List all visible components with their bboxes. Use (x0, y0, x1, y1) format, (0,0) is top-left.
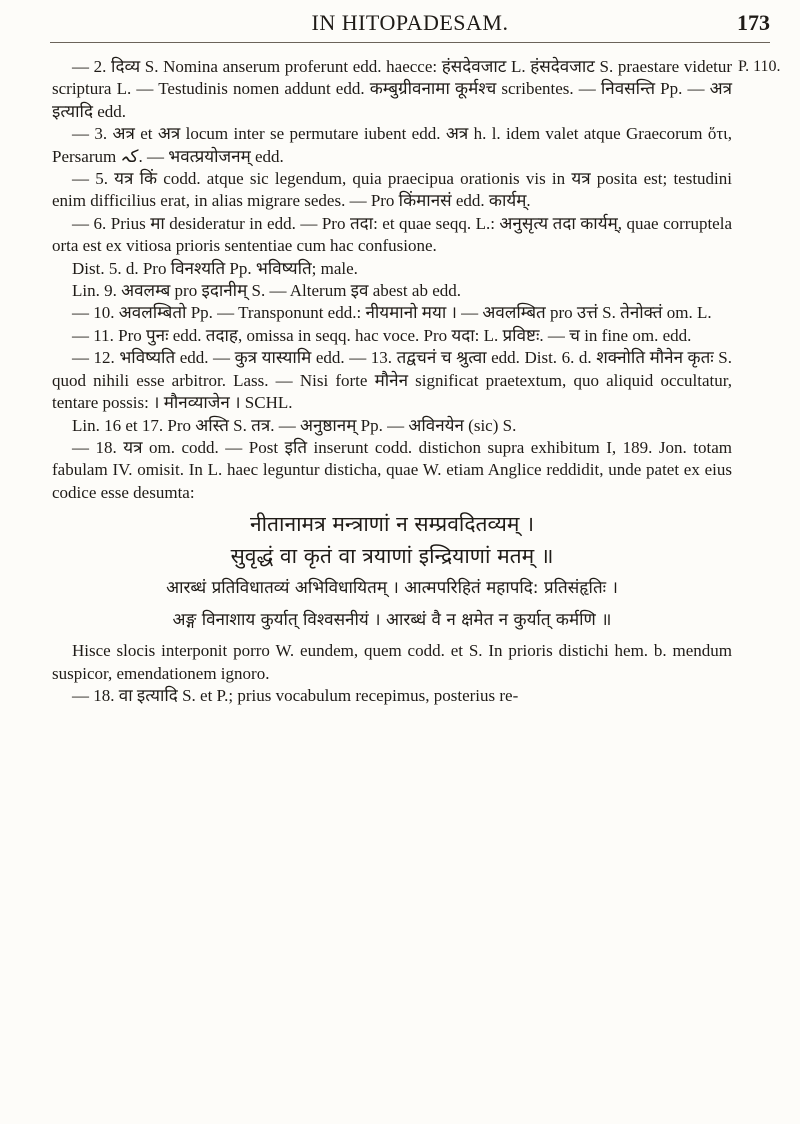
note-paragraph: — 11. Pro पुनः edd. तदाह, omissa in seqq. hac voce. Pro यदा: L. प्रविष्टः. — च in fine om. edd. (72, 325, 692, 345)
running-title: IN HITOPADESAM. (311, 10, 509, 35)
note-paragraph: Lin. 9. अवलम्ब pro इदानीम् S. — Alterum इव abest ab edd. (72, 281, 461, 301)
note-paragraph: — 18. यत्र om. codd. — Post इति inserunt codd. distichon supra exhibitum I, 189. Jon. totam fabulam IV. omisit. In L. haec leguntur disticha, quae W. etiam Anglice reddidit, unde patet ex eius codice esse desumta: (52, 437, 732, 502)
commentary-text (52, 56, 732, 707)
note-paragraph: — 2. दिव्य S. Nomina anserum proferunt edd. haecce: हंसदेवजाट L. हंसदेवजाट S. praestare videtur scriptura L. — Testudinis nomen addunt edd. कम्बुग्रीवनामा कूर्मश्च scribentes. — निवसन्ति Pp. — अत्र इत्यादि edd. (52, 57, 732, 121)
page-number: 173 (737, 10, 770, 35)
verse-line: अङ्ग विनाशाय कुर्यात् विश्वसनीयं । आरब्धं वै न क्षमेत न कुर्यात् कर्मणि ॥ (172, 610, 612, 631)
verse-line: नीतानामत्र मन्त्राणां न सम्प्रवदितव्यम् । (249, 512, 535, 537)
verse-line: आरब्धं प्रतिविधातव्यं अभिविधायितम् । आत्मपरिहितं महापदि: प्रतिसंहृतिः । (166, 578, 618, 599)
note-paragraph: Hisce slocis interponit porro W. eundem, quem codd. et S. In prioris distichi hem. b. mendum suspicor, emendationem ignoro. (52, 641, 732, 683)
note-paragraph: — 3. अत्र et अत्र locum inter se permutare iubent edd. अत्र h. l. idem valet atque Graecorum ὅτι, Persarum کہ. — भवत्प्रयोजनम् edd. (52, 124, 732, 166)
verse-line: सुवृद्धं वा कृतं वा त्रयाणां इन्द्रियाणां मतम् ॥ (230, 544, 554, 569)
note-paragraph: Dist. 5. d. Pro विनश्यति Pp. भविष्यति; male. (72, 258, 358, 278)
note-paragraph: — 10. अवलम्बितो Pp. — Transponunt edd.: नीयमानो मया । — अवलम्बित pro उत्तं S. तेनोक्तं om. L. (72, 303, 712, 323)
margin-reference: P. 110. (738, 58, 781, 75)
note-paragraph: — 6. Prius मा desideratur in edd. — Pro तदा: et quae seqq. L.: अनुसृत्य तदा कार्यम्, quae corruptela orta est ex vitiosa prioris sententiae cum hac confusione. (52, 213, 732, 256)
note-paragraph: — 5. यत्र किं codd. atque sic legendum, quia praecipua orationis vis in यत्र posita est; testudini enim difficilius erat, in alias migrare sedes. — Pro किंमानसं edd. कार्यम्. (52, 169, 732, 211)
note-paragraph: — 18. वा इत्यादि S. et P.; prius vocabulum recepimus, posterius re- (72, 685, 519, 705)
running-head (50, 8, 770, 38)
note-paragraph: — 12. भविष्यति edd. — कुत्र यास्यामि edd. — 13. तद्वचनं च श्रुत्वा edd. Dist. 6. d. शक्नोति मौनेन कृतः S. quod nihili esse arbitror. Lass. — Nisi forte मौनेन significat praetextum, quo aliquid occultatur, tentare possis: । मौनव्याजेन । SCHL. (52, 348, 732, 413)
header-rule (50, 42, 770, 43)
sanskrit-verse (52, 508, 732, 636)
note-paragraph: Lin. 16 et 17. Pro अस्ति S. तत्र. — अनुष्ठानम् Pp. — अविनयेन (sic) S. (72, 415, 517, 435)
